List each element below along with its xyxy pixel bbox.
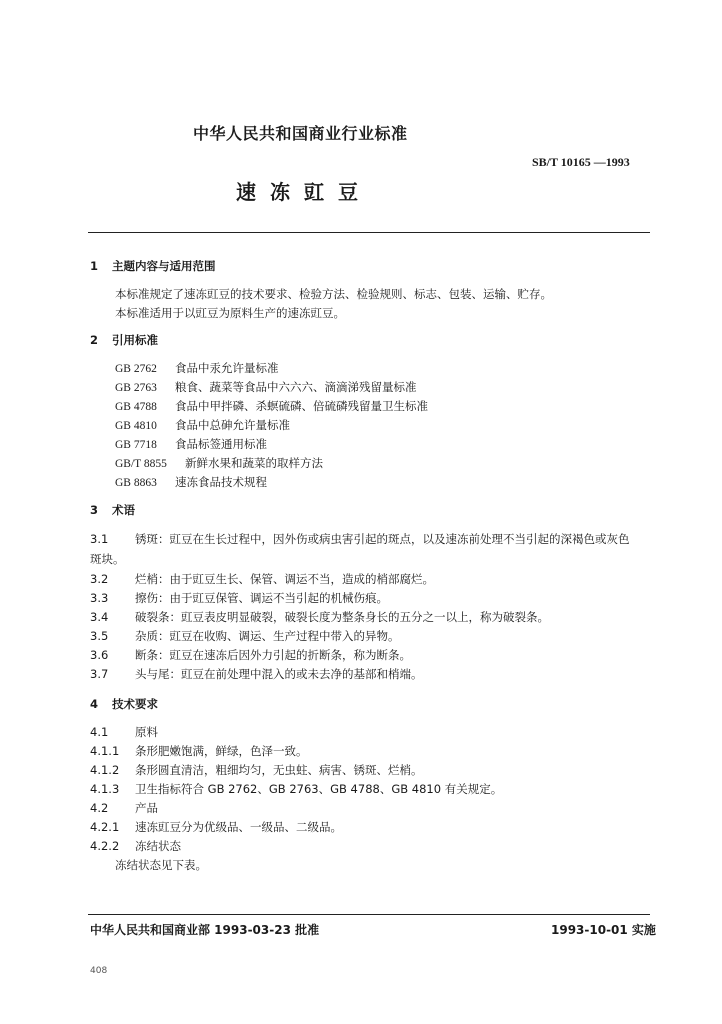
clause-number: 4.2 [90, 801, 109, 815]
requirement-item [90, 819, 342, 835]
section-3-heading [90, 502, 135, 518]
section-number: 4 [90, 697, 99, 711]
clause-text: 头与尾：豇豆在前处理中混入的或未去净的基部和梢端。 [135, 667, 423, 681]
page-number: 408 [90, 966, 108, 976]
section-number: 2 [90, 333, 99, 347]
term-item-continuation: 斑块。 [90, 552, 125, 566]
clause-number: 3.5 [90, 629, 109, 643]
requirement-item [90, 781, 502, 797]
term-item [90, 590, 388, 606]
clause-text: 冻结状态 [135, 839, 181, 853]
reference-item [115, 455, 323, 471]
section-title: 术语 [112, 503, 135, 517]
requirement-tail-text: 冻结状态见下表。 [115, 858, 207, 872]
clause-text: 条形肥嫩饱满，鲜绿，色泽一致。 [135, 744, 308, 758]
term-item [90, 571, 434, 587]
reference-item [115, 360, 279, 376]
term-item [90, 666, 423, 682]
reference-name: 速冻食品技术规程 [175, 475, 267, 489]
reference-code: GB 2762 [115, 363, 157, 375]
section-number: 1 [90, 259, 99, 273]
section-title: 主题内容与适用范围 [112, 259, 216, 273]
reference-name: 新鲜水果和蔬菜的取样方法 [185, 456, 323, 470]
reference-code: GB/T 8855 [115, 458, 167, 470]
section-2-heading [90, 332, 158, 348]
footer-rule [88, 914, 650, 915]
reference-name: 食品中甲拌磷、杀螟硫磷、倍硫磷残留量卫生标准 [175, 399, 428, 413]
title-char: 豆 [338, 180, 358, 204]
reference-item [115, 417, 290, 433]
requirement-item [90, 762, 423, 778]
clause-text: 断条：豇豆在速冻后因外力引起的折断条，称为断条。 [135, 648, 411, 662]
reference-item [115, 398, 428, 414]
term-item [90, 609, 549, 625]
clause-text: 条形圆直清洁，粗细均匀，无虫蛀、病害、锈斑、烂梢。 [135, 763, 423, 777]
clause-number: 3.2 [90, 572, 109, 586]
section-1-para-2: 本标准适用于以豇豆为原料生产的速冻豇豆。 [115, 306, 345, 320]
section-1-heading [90, 258, 216, 274]
requirement-item [90, 800, 158, 816]
document-title [236, 176, 372, 205]
reference-code: GB 8863 [115, 477, 157, 489]
clause-text: 杂质：豇豆在收购、调运、生产过程中带入的异物。 [135, 629, 400, 643]
clause-number: 4.1.1 [90, 744, 120, 758]
reference-code: GB 7718 [115, 439, 157, 451]
clause-number: 4.1.2 [90, 763, 120, 777]
section-number: 3 [90, 503, 99, 517]
reference-item [115, 474, 267, 490]
term-item [90, 647, 411, 663]
clause-number: 3.3 [90, 591, 109, 605]
org-title: 中华人民共和国商业行业标准 [193, 124, 408, 143]
section-title: 引用标准 [112, 333, 158, 347]
effective-date: 1993-10-01 实施 [551, 923, 656, 937]
clause-number: 3.7 [90, 667, 109, 681]
title-char: 冻 [270, 180, 290, 204]
clause-number: 3.6 [90, 648, 109, 662]
reference-name: 食品中总砷允许量标准 [175, 418, 290, 432]
clause-number: 4.2.2 [90, 839, 120, 853]
term-item [90, 628, 400, 644]
clause-text: 原料 [135, 725, 158, 739]
requirement-item [90, 743, 308, 759]
reference-name: 粮食、蔬菜等食品中六六六、滴滴涕残留量标准 [175, 380, 417, 394]
reference-item [115, 379, 417, 395]
section-title: 技术要求 [112, 697, 158, 711]
header-rule [88, 232, 650, 233]
requirement-item [90, 724, 158, 740]
clause-text: 烂梢：由于豇豆生长、保管、调运不当，造成的梢部腐烂。 [135, 572, 434, 586]
reference-code: GB 4788 [115, 401, 157, 413]
reference-code: GB 2763 [115, 382, 157, 394]
reference-code: GB 4810 [115, 420, 157, 432]
term-item [90, 531, 630, 547]
reference-name: 食品标签通用标准 [175, 437, 267, 451]
section-4-heading [90, 696, 158, 712]
reference-item [115, 436, 267, 452]
clause-text: 速冻豇豆分为优级品、一级品、二级品。 [135, 820, 342, 834]
standard-code: SB/T 10165 —1993 [532, 155, 630, 169]
reference-name: 食品中汞允许量标准 [175, 361, 279, 375]
clause-text: 产品 [135, 801, 158, 815]
clause-text: 擦伤：由于豇豆保管、调运不当引起的机械伤痕。 [135, 591, 388, 605]
requirement-item [90, 838, 181, 854]
clause-text: 卫生指标符合 GB 2762、GB 2763、GB 4788、GB 4810 有关规定。 [135, 782, 503, 796]
clause-text: 锈斑：豇豆在生长过程中，因外伤或病虫害引起的斑点，以及速冻前处理不当引起的深褐色或灰色 [135, 532, 630, 546]
clause-number: 3.4 [90, 610, 109, 624]
clause-text: 破裂条：豇豆表皮明显破裂，破裂长度为整条身长的五分之一以上，称为破裂条。 [135, 610, 549, 624]
clause-number: 4.2.1 [90, 820, 120, 834]
clause-number: 3.1 [90, 532, 109, 546]
section-1-para-1: 本标准规定了速冻豇豆的技术要求、检验方法、检验规则、标志、包装、运输、贮存。 [115, 287, 552, 301]
title-char: 豇 [304, 180, 324, 204]
clause-number: 4.1 [90, 725, 109, 739]
title-char: 速 [236, 180, 256, 204]
clause-number: 4.1.3 [90, 782, 120, 796]
approval-line: 中华人民共和国商业部 1993-03-23 批准 [90, 923, 320, 937]
